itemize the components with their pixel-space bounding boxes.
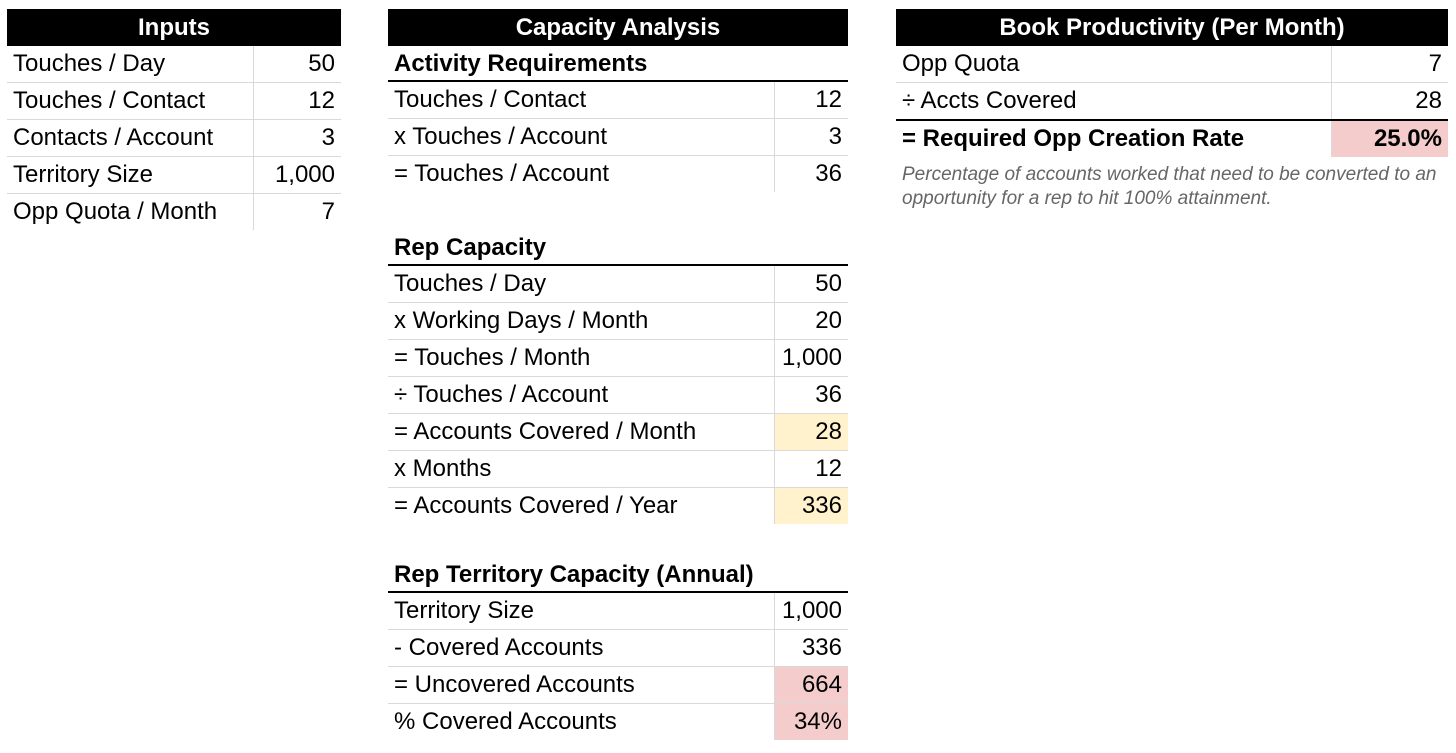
- rep-capacity-title: Rep Capacity: [388, 230, 848, 266]
- row-label: ÷ Accts Covered: [896, 83, 1331, 121]
- table-row: [388, 156, 848, 193]
- row-label: = Required Opp Creation Rate: [896, 120, 1331, 157]
- row-label: ÷ Touches / Account: [388, 377, 774, 414]
- row-label: = Accounts Covered / Year: [394, 492, 678, 519]
- row-value[interactable]: 36: [774, 156, 848, 193]
- row-value[interactable]: 28: [774, 414, 848, 451]
- row-value[interactable]: 28: [1331, 83, 1448, 121]
- row-value[interactable]: 12: [774, 82, 848, 119]
- table-row: [388, 303, 848, 340]
- inputs-table: [7, 46, 341, 230]
- table-row: [7, 120, 341, 157]
- table-row: [388, 119, 848, 156]
- territory-capacity-table: [388, 593, 848, 740]
- book-productivity-header: Book Productivity (Per Month): [896, 9, 1448, 46]
- row-label: Touches / Day: [388, 266, 774, 303]
- row-value[interactable]: 50: [774, 266, 848, 303]
- row-label: Opp Quota / Month: [13, 198, 218, 225]
- table-row: [388, 630, 848, 667]
- table-row: [388, 488, 848, 525]
- rep-capacity-table: [388, 266, 848, 524]
- table-row: [388, 704, 848, 741]
- row-label: Opp Quota: [896, 46, 1331, 83]
- row-label: x Working Days / Month: [388, 303, 774, 340]
- table-row: [388, 82, 848, 119]
- territory-capacity-title: Rep Territory Capacity (Annual): [388, 557, 848, 593]
- row-label: x Months: [388, 451, 774, 488]
- row-value[interactable]: 25.0%: [1331, 120, 1448, 157]
- table-row: [896, 83, 1448, 121]
- row-value[interactable]: 664: [774, 667, 848, 704]
- row-value[interactable]: 34%: [774, 704, 848, 741]
- book-productivity-table: [896, 46, 1448, 157]
- inputs-panel: [7, 9, 341, 230]
- book-productivity-panel: [896, 9, 1448, 211]
- row-label: = Touches / Month: [388, 340, 774, 377]
- row-label: Touches / Contact: [388, 82, 774, 119]
- row-value[interactable]: 12: [253, 83, 341, 120]
- row-value[interactable]: 1,000: [774, 593, 848, 630]
- row-value[interactable]: 3: [253, 120, 341, 157]
- table-row: [7, 46, 341, 83]
- table-row: [7, 83, 341, 120]
- row-label: Territory Size: [7, 157, 253, 194]
- table-row: [388, 266, 848, 303]
- table-row: [7, 157, 341, 194]
- row-value[interactable]: 20: [774, 303, 848, 340]
- row-label: Territory Size: [388, 593, 774, 630]
- row-label: - Covered Accounts: [388, 630, 774, 667]
- table-row: [388, 451, 848, 488]
- row-value[interactable]: 36: [774, 377, 848, 414]
- table-row: [7, 194, 341, 231]
- row-label: = Accounts Covered / Month: [388, 414, 774, 451]
- activity-requirements-title: Activity Requirements: [388, 46, 848, 82]
- row-value[interactable]: 3: [774, 119, 848, 156]
- inputs-header: Inputs: [7, 9, 341, 46]
- table-row: [388, 667, 848, 704]
- row-label: Touches / Day: [7, 46, 253, 83]
- row-label: Touches / Contact: [7, 83, 253, 120]
- row-label: % Covered Accounts: [394, 708, 617, 735]
- row-value[interactable]: 1,000: [253, 157, 341, 194]
- table-row: [896, 46, 1448, 83]
- table-row: [388, 593, 848, 630]
- row-value[interactable]: 336: [774, 630, 848, 667]
- row-value[interactable]: 7: [1331, 46, 1448, 83]
- capacity-header: Capacity Analysis: [388, 9, 848, 46]
- capacity-panel: [388, 9, 848, 740]
- row-label: Contacts / Account: [7, 120, 253, 157]
- row-value[interactable]: 50: [253, 46, 341, 83]
- row-value[interactable]: 336: [774, 488, 848, 525]
- table-row: [388, 414, 848, 451]
- row-value[interactable]: 7: [253, 194, 341, 231]
- row-value[interactable]: 12: [774, 451, 848, 488]
- row-label: = Touches / Account: [394, 160, 610, 187]
- table-row: [388, 340, 848, 377]
- row-value[interactable]: 1,000: [774, 340, 848, 377]
- explanation-note: Percentage of accounts worked that need to be converted to an opportunity for a rep to hit 100% attainment.: [902, 164, 1437, 209]
- row-label: = Uncovered Accounts: [388, 667, 774, 704]
- table-row: [896, 120, 1448, 157]
- activity-requirements-table: [388, 82, 848, 192]
- row-label: x Touches / Account: [388, 119, 774, 156]
- table-row: [388, 377, 848, 414]
